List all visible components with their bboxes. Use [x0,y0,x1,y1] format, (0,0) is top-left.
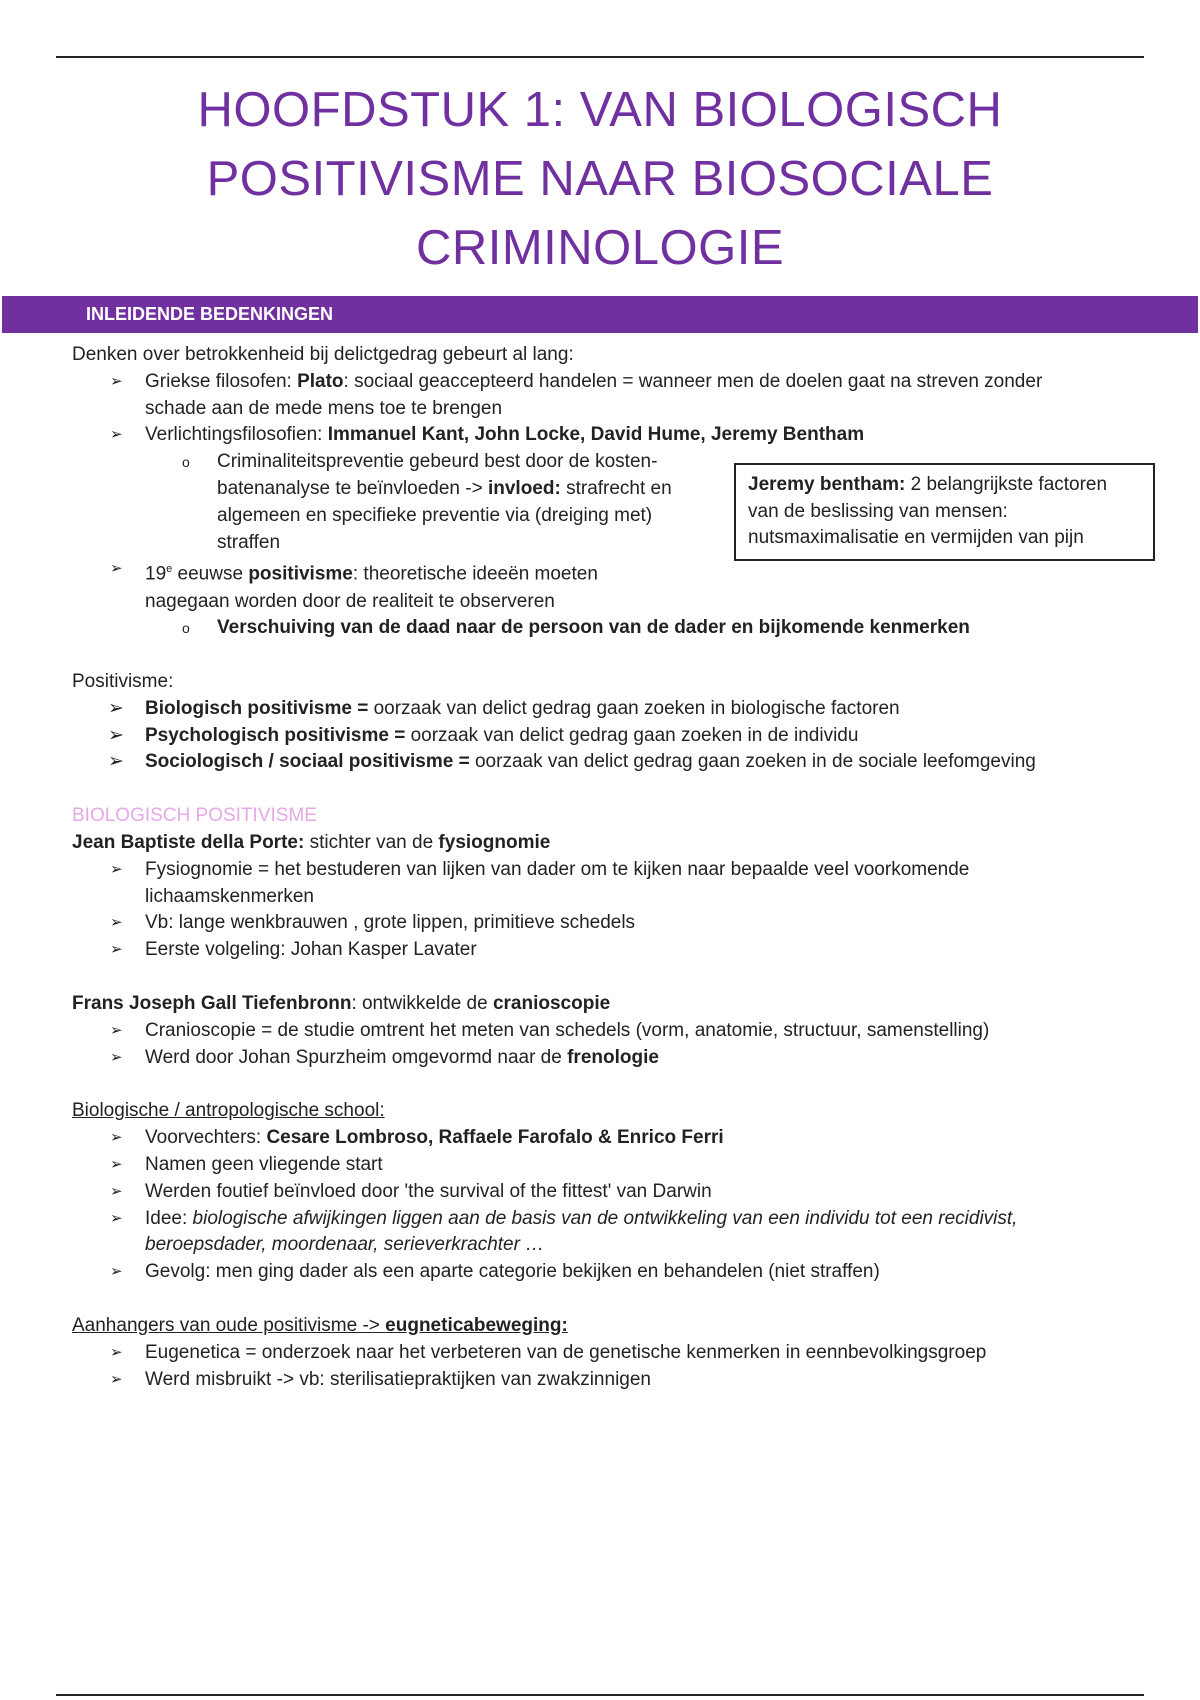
gall-rest: : ontwikkelde de [351,993,493,1015]
list-item [72,910,1152,937]
list-item [72,857,1152,884]
griekse-bold: Plato [297,370,344,392]
bottom-rule [56,1694,1144,1696]
eeuw-cont: nagegaan worden door de realiteit te observeren [145,590,555,612]
arrow-bullet-icon: ➢ [110,372,123,390]
porte-bold: Jean Baptiste della Porte: [72,832,305,854]
pos-item-bold: Biologisch positivisme = [145,697,369,719]
porte-line [72,830,1152,857]
verlichting-bold: Immanuel Kant, John Locke, David Hume, Jeremy Bentham [327,424,865,446]
list-item [72,1259,1152,1286]
arrow-bullet-icon: ➢ [110,560,123,578]
pos-item-bold: Psychologisch positivisme = [145,724,406,746]
pos-item-rest: oorzaak van delict gedrag gaan zoeken in de sociale leefomgeving [469,751,1036,773]
section-band-label: INLEIDENDE BEDENKINGEN [86,304,334,324]
arrow-bullet-icon: ➢ [110,1182,123,1200]
griekse-cont: schade aan de mede mens toe te brengen [145,397,503,419]
gall-line [72,991,1152,1018]
list-item [72,1340,1152,1367]
list-item [72,556,1152,588]
eugen-heading-a: Aanhangers van oude positivisme -> [72,1315,386,1337]
box-bold: Jeremy bentham: [748,474,906,495]
page-title [0,76,1200,283]
arrow-bullet-icon: ➢ [110,941,123,959]
pos-item-rest: oorzaak van delict gedrag gaan zoeken in de individu [405,724,859,746]
sub1-line3: algemeen en specifieke preventie via (dreiging met) [217,504,653,526]
arrow-bullet-icon: ➢ [110,426,123,444]
list-item [72,1045,1152,1072]
idee-ital1: biologische afwijkingen liggen aan de basis van de ontwikkeling van een individu tot een recidivist, [192,1207,1018,1229]
sub1-line2-bold: invloed: [487,477,561,499]
arrow-bullet-icon: ➢ [110,1129,123,1147]
sub-list-item [72,449,1152,476]
arrow-bullet-icon: ➢ [110,914,123,932]
sub1-line2-b: strafrecht en [560,477,672,499]
eeuw-num: 19 [145,563,167,585]
eugen-heading [72,1313,1152,1340]
pos-item-bold: Sociologisch / sociaal positivisme = [145,751,470,773]
sub1-line2-a: batenanalyse te beïnvloeden -> [217,477,488,499]
spurz-a: Werd door Johan Spurzheim omgevormd naar de [145,1046,568,1068]
gevolg-text: Gevolg: men ging dader als een aparte categorie bekijken en behandelen (niet straffen) [145,1261,880,1283]
gall-bold: Frans Joseph Gall Tiefenbronn [72,993,352,1015]
list-item [72,422,1152,449]
eeuw-bold: positivisme [248,563,353,585]
arrow-bullet-icon: ➢ [108,724,124,746]
sub1-line1: Criminaliteitspreventie gebeurd best door de kosten- [217,451,658,473]
cranio-text: Cranioscopie = de studie omtrent het meten van schedels (vorm, anatomie, structuur, samenstelling) [145,1019,990,1041]
section-band [2,296,1198,333]
arrow-bullet-icon: ➢ [110,860,123,878]
list-item [72,937,1152,964]
intro-lead: Denken over betrokkenheid bij delictgedrag gebeurt al lang: [72,344,574,365]
title-line-1: HOOFDSTUK 1: VAN BIOLOGISCH [197,83,1003,137]
eeuw-b: : theoretische ideeën moeten [352,563,598,585]
list-item [72,723,1152,750]
circle-bullet-icon: o [182,620,190,637]
idee-ital2: beroepsdader, moordenaar, serieverkrachter … [145,1234,545,1256]
eugen-misbruikt: Werd misbruikt -> vb: sterilisatiepraktijken van zwakzinnigen [145,1368,651,1390]
arrow-bullet-icon: ➢ [110,1048,123,1066]
positivisme-lead: Positivisme: [72,671,174,693]
arrow-bullet-icon: ➢ [108,697,124,719]
fys-line2: lichaamskenmerken [145,885,314,907]
title-line-2: POSITIVISME NAAR BIOSOCIALE [206,152,994,206]
griekse-prefix: Griekse filosofen: [145,370,298,392]
idee-a: Idee: [145,1207,193,1229]
list-item [72,749,1152,776]
eugen-heading-bold: eugneticabeweging: [385,1315,568,1337]
arrow-bullet-icon: ➢ [110,1343,123,1361]
title-line-3: CRIMINOLOGIE [415,221,785,275]
box-line1-rest: 2 belangrijkste factoren [905,474,1108,495]
eeuw-a: eeuwse [172,563,249,585]
voor-bold: Cesare Lombroso, Raffaele Farofalo & Enrico Ferri [266,1127,724,1149]
circle-bullet-icon: o [182,454,190,471]
fys-line1: Fysiognomie = het bestuderen van lijken van dader om te kijken naar bepaalde veel voorkomende [145,858,970,880]
spurz-bold: frenologie [567,1046,659,1068]
eeuw-sup: e [166,563,173,576]
vb-text: Vb: lange wenkbrauwen , grote lippen, primitieve schedels [145,912,636,934]
gall-bold2: cranioscopie [492,993,611,1015]
sub-list-item [72,615,1152,642]
arrow-bullet-icon: ➢ [110,1370,123,1388]
document-body [72,342,1152,1393]
voor-a: Voorvechters: [145,1127,267,1149]
list-item [72,1367,1152,1394]
porte-rest: stichter van de [304,832,439,854]
school-heading: Biologische / antropologische school: [72,1100,385,1122]
pos-item-rest: oorzaak van delict gedrag gaan zoeken in biologische factoren [368,697,900,719]
werden-text: Werden foutief beïnvloed door 'the survival of the fittest' van Darwin [145,1180,712,1202]
list-item [72,1206,1152,1233]
volgeling-text: Eerste volgeling: Johan Kasper Lavater [145,939,477,961]
sub2-bold: Verschuiving van de daad naar de persoon van de dader en bijkomende kenmerken [217,617,970,639]
arrow-bullet-icon: ➢ [110,1209,123,1227]
list-item [72,1179,1152,1206]
sub1-line2 [72,476,1152,503]
eugen-def: Eugenetica = onderzoek naar het verbeteren van de genetische kenmerken in eennbevolkingsgroep [145,1341,987,1363]
arrow-bullet-icon: ➢ [110,1021,123,1039]
verlichting-prefix: Verlichtingsfilosofien: [145,424,328,446]
section-heading-bio: BIOLOGISCH POSITIVISME [72,805,317,827]
list-item [72,1018,1152,1045]
list-item [72,1152,1152,1179]
arrow-bullet-icon: ➢ [110,1156,123,1174]
griekse-rest: : sociaal geaccepteerd handelen = wanneer men de doelen gaat na streven zonder [343,370,1043,392]
arrow-bullet-icon: ➢ [110,1263,123,1281]
arrow-bullet-icon: ➢ [108,751,124,773]
list-item [72,696,1152,723]
list-item [72,1125,1152,1152]
sub1-line4: straffen [217,531,281,553]
top-rule [56,56,1144,58]
box-line-3: nutsmaximalisatie en vermijden van pijn [748,527,1084,548]
porte-bold2: fysiognomie [438,832,551,854]
box-line-2: van de beslissing van mensen: [748,500,1008,522]
list-item [72,369,1152,396]
namen-text: Namen geen vliegende start [145,1154,383,1176]
